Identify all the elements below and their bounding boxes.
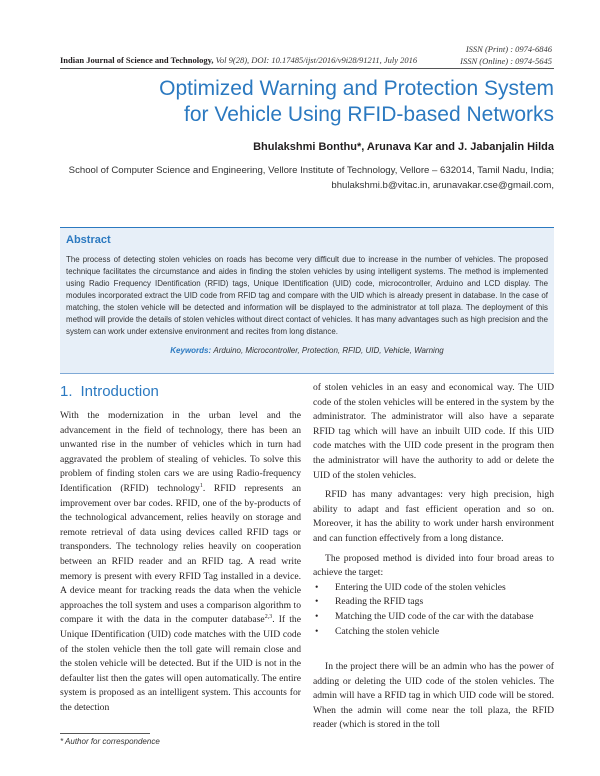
right-column bbox=[313, 381, 554, 733]
issn-print: ISSN (Print) : 0974-6846 bbox=[465, 44, 552, 54]
affiliation-line: School of Computer Science and Engineering, Vellore Institute of Technology, Vellore – 632014, Tamil Nadu, India; bbox=[68, 165, 554, 176]
right-paragraph-1: of stolen vehicles in an easy and economical way. The UID code of the stolen vehicles will be entered in the system by the administrator. The administrator will also have a separate RFID tag which will have an inbuilt UID code. If this UID code matches with the UID code present in the program then the administrator will have the authority to add or delete the UID of the stolen vehicles. bbox=[313, 382, 554, 481]
footnote-divider bbox=[60, 733, 150, 734]
keywords-list: Arduino, Microcontroller, Protection, RFID, UID, Vehicle, Warning bbox=[213, 346, 444, 355]
right-paragraph-2: RFID has many advantages: very high precision, high ability to adapt and fast efficient operation and so on. Moreover, it has the ability to work under harsh environment and can function effectively from a long distance. bbox=[313, 489, 554, 544]
bullet-icon: • bbox=[315, 596, 319, 608]
keywords-label: Keywords: bbox=[170, 346, 212, 355]
section-title: Introduction bbox=[80, 383, 159, 400]
affiliation bbox=[34, 163, 554, 193]
intro-text-c: . If the Unique IDentification (UID) code matches with the UID code of the stolen vehicle then the toll gate will remain close and the stolen vehicle will be detected. But if the UID is not in the defaulter list then the gates will open automatically. The entire system is proposed as an intelligent system. This accounts for the detection bbox=[60, 614, 301, 713]
abstract-heading: Abstract bbox=[66, 234, 111, 246]
list-item: • Catching the stolen vehicle bbox=[313, 625, 554, 640]
right-paragraph-3: The proposed method is divided into four broad areas to achieve the target: bbox=[313, 552, 554, 579]
author-emails: bhulakshmi.b@vitac.in, arunavakar.cse@gmail.com, bbox=[331, 180, 554, 191]
page-title bbox=[74, 76, 554, 128]
target-list bbox=[313, 581, 554, 639]
abstract-text: The process of detecting stolen vehicles on roads has become very difficult due to increase in the number of vehicles. The proposed technique facilitates the circumstance and aides in finding the stolen vehicles by using intelligent systems. The method is implemented using Radio Frequency IDentification (RFID) tags, Unique IDentification (UID) code, microcontroller, Arduino and LCD display. The modules incorporated extract the UID code from RFID tag and compare with the UID which is already present in database. In the case of matching, the stolen vehicle will be detected and information will be displayed to the administrator at toll plaza. The deployment of this method will provide the details of stolen vehicles without direct contact of vehicles. It has many advantages such as high precision and the system can work under extensive environment and recites from long distance. bbox=[66, 255, 548, 336]
intro-text-a: With the modernization in the urban level and the advancement in the field of technology, there has been an unwanted rise in the number of vehicles which in turn had aggravated the problem of stealing of vehicles. To solve this problem of finding stolen cars we are using Radio-frequency Identification (RFID) technology bbox=[60, 410, 301, 494]
list-item: • Entering the UID code of the stolen vehicles bbox=[313, 581, 554, 596]
intro-text-b: . RFID represents an improvement over bar codes. RFID, one of the by-products of the technological advancement, relies heavily on storage and remote retrieval of data using devices called RFID tags or transponders. The technology relies heavily on cooperation between an RFID reader and an RFID tag. A read write memory is present with every RFID Tag installed in a device. A device meant for tracking reads the data when the vehicle approaches the toll system and uses a comparison algorithm to compare it with the data in the computer database bbox=[60, 482, 301, 626]
title-line-2: for Vehicle Using RFID-based Networks bbox=[184, 103, 554, 126]
list-item: • Reading the RFID tags bbox=[313, 595, 554, 610]
keywords bbox=[60, 346, 554, 355]
issn-online: ISSN (Online) : 0974-5645 bbox=[460, 56, 552, 66]
journal-name: Indian Journal of Science and Technology, bbox=[60, 55, 214, 65]
list-item: • Matching the UID code of the car with the database bbox=[313, 610, 554, 625]
title-line-1: Optimized Warning and Protection System bbox=[159, 77, 554, 100]
right-paragraph-4: In the project there will be an admin who has the power of adding or deleting the UID code of the stolen vehicles. The admin will have a RFID tag in which UID code will be stored. When the admin will come near the toll plaza, the RFID reader (which is stored in the toll bbox=[313, 661, 554, 731]
bullet-icon: • bbox=[315, 610, 319, 622]
header-divider bbox=[60, 68, 554, 69]
authors: Bhulakshmi Bonthu*, Arunava Kar and J. Jabanjalin Hilda bbox=[253, 141, 554, 153]
abstract-box bbox=[60, 227, 554, 374]
footnote: * Author for correspondence bbox=[60, 737, 160, 746]
bullet-icon: • bbox=[315, 581, 319, 593]
citation-ref-2-3: 2,3 bbox=[264, 614, 273, 621]
left-column bbox=[60, 409, 301, 715]
abstract-top-rule bbox=[60, 227, 554, 228]
journal-meta: Vol 9(28), DOI: 10.17485/ijst/2016/v9i28/91211, July 2016 bbox=[215, 55, 418, 65]
citation-ref-1: 1 bbox=[199, 482, 203, 489]
section-heading-introduction bbox=[60, 383, 159, 400]
abstract-bottom-rule bbox=[60, 373, 554, 374]
journal-citation bbox=[60, 55, 554, 65]
bullet-icon: • bbox=[315, 625, 319, 637]
section-number: 1. bbox=[60, 383, 73, 400]
intro-paragraph bbox=[60, 409, 301, 715]
